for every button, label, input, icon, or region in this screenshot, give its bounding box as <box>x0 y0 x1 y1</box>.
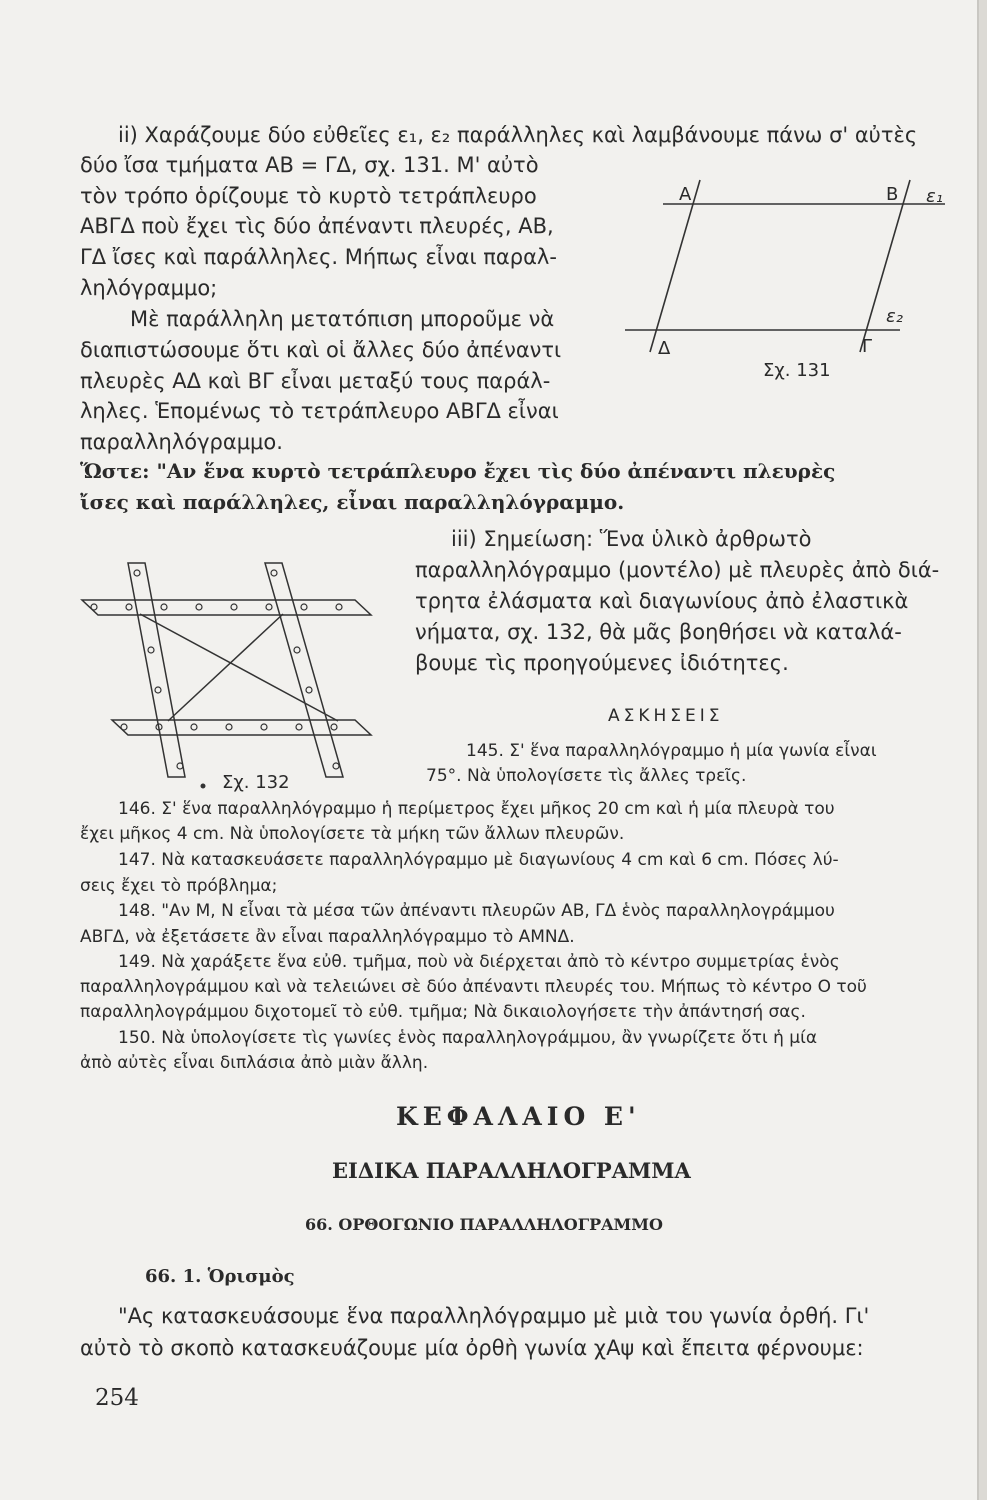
hole <box>336 604 342 610</box>
para-ii-line-1: ii) Χαράζουμε δύο εὐθεῖες ε₁, ε₂ παράλληλες καὶ λαμβάνουμε πάνω σ' αὐτὲς <box>118 123 918 147</box>
hole <box>161 604 167 610</box>
exercise-149-line-3: παραλληλογράμμου διχοτομεῖ τὸ εὐθ. τμῆμα; Νὰ δικαιολογήσετε τὴν ἀπάντησή σας. <box>80 1002 806 1022</box>
label-e1: ε₁ <box>926 186 943 207</box>
para-iii-line-2: παραλληλόγραμμο (μοντέλο) μὲ πλευρὲς ἀπὸ διά- <box>415 558 940 582</box>
exercise-146-line-2: ἔχει μῆκος 4 cm. Νὰ ὑπολογίσετε τὰ μήκη τῶν ἄλλων πλευρῶν. <box>80 824 625 844</box>
label-e2: ε₂ <box>886 306 903 327</box>
theorem-line-1: Ὥστε: "Αν ἕνα κυρτὸ τετράπλευρο ἔχει τὶς δύο ἀπέναντι πλευρὲς <box>80 459 836 483</box>
exercise-150-line-1: 150. Νὰ ὑπολογίσετε τὶς γωνίες ἑνὸς παραλληλογράμμου, ἂν γνωρίζετε ὅτι ἡ μία <box>118 1028 818 1048</box>
label-A: Α <box>679 184 692 205</box>
diagonal-1 <box>140 614 338 721</box>
figure-131-caption: Σχ. 131 <box>763 360 831 381</box>
figure-132-caption: Σχ. 132 <box>222 772 290 793</box>
label-D: Δ <box>658 338 671 359</box>
para-ii-line-10: ληλες. Ἑπομένως τὸ τετράπλευρο ΑΒΓΔ εἶναι <box>80 399 559 423</box>
hole <box>91 604 97 610</box>
hole <box>331 724 337 730</box>
hole <box>148 647 154 653</box>
para-ii-line-9: πλευρὲς ΑΔ καὶ ΒΓ εἶναι μεταξύ τους παράλ- <box>80 369 551 393</box>
label-B: Β <box>886 184 899 205</box>
para-ii-line-2: δύο ἴσα τμήματα ΑΒ = ΓΔ, σχ. 131. Μ' αὐτὸ <box>80 153 539 177</box>
para-iii-line-1 <box>451 525 811 554</box>
hole <box>333 763 339 769</box>
chapter-subtitle: ΕΙΔΙΚΑ ΠΑΡΑΛΛΗΛΟΓΡΑΜΜΑ <box>332 1158 691 1183</box>
hole <box>126 604 132 610</box>
exercise-148-line-1: 148. "Αν Μ, Ν εἶναι τὰ μέσα τῶν ἀπέναντι πλευρῶν ΑΒ, ΓΔ ἑνὸς παραλληλογράμμου <box>118 901 835 921</box>
hole <box>261 724 267 730</box>
para-ii-line-6: ληλόγραμμο; <box>80 276 218 300</box>
hole <box>296 724 302 730</box>
hole <box>191 724 197 730</box>
para-iii-line-3: τρητα ἐλάσματα καὶ διαγωνίους ἀπὸ ἐλαστικὰ <box>415 589 909 613</box>
diagonal-2 <box>168 614 283 721</box>
para-ii-line-7: Μὲ παράλληλη μετατόπιση μποροῦμε νὰ <box>130 307 555 331</box>
exercise-149-line-1: 149. Νὰ χαράξετε ἕνα εὐθ. τμῆμα, ποὺ νὰ διέρχεται ἀπὸ τὸ κέντρο συμμετρίας ἑνὸς <box>118 952 840 972</box>
hole <box>301 604 307 610</box>
hole <box>306 687 312 693</box>
theorem-line-2: ἴσες καὶ παράλληλες, εἶναι παραλληλόγραμμο. <box>80 490 625 514</box>
hole <box>266 604 272 610</box>
strip-top <box>82 600 371 615</box>
exercise-146-line-1: 146. Σ' ἕνα παραλληλόγραμμο ἡ περίμετρος ἔχει μῆκος 20 cm καὶ ἡ μία πλευρὰ του <box>118 799 835 819</box>
chapter-title: ΚΕΦΑΛΑΙΟ Ε' <box>396 1102 641 1131</box>
para-ii-line-3: τὸν τρόπο ὁρίζουμε τὸ κυρτὸ τετράπλευρο <box>80 184 537 208</box>
hole <box>231 604 237 610</box>
exercise-145-line-2: 75°. Νὰ ὑπολογίσετε τὶς ἄλλες τρεῖς. <box>426 766 747 786</box>
exercise-149-line-2: παραλληλογράμμου καὶ νὰ τελειώνει σὲ δύο ἀπέναντι πλευρές του. Μήπως τὸ κέντρο Ο τοῦ <box>80 977 867 997</box>
exercise-145-line-1: 145. Σ' ἕνα παραλληλόγραμμο ἡ μία γωνία εἶναι <box>466 741 877 761</box>
para-iii-line-5: βουμε τὶς προηγούμενες ἰδιότητες. <box>415 651 789 675</box>
para-ii-line-11: παραλληλόγραμμο. <box>80 430 283 454</box>
exercise-148-line-2: ΑΒΓΔ, νὰ ἐξετάσετε ἂν εἶναι παραλληλόγραμμο τὸ ΑΜΝΔ. <box>80 927 575 947</box>
exercises-title: ΑΣΚΗΣΕΙΣ <box>608 706 724 726</box>
hole <box>294 647 300 653</box>
hole <box>271 570 277 576</box>
para-iii-line-4: νήματα, σχ. 132, θὰ μᾶς βοηθήσει νὰ καταλά- <box>415 620 902 644</box>
para-ii-line-4: ΑΒΓΔ ποὺ ἔχει τὶς δύο ἀπέναντι πλευρές, ΑΒ, <box>80 214 554 238</box>
hole <box>226 724 232 730</box>
intro-line-1: "Ας κατασκευάσουμε ἕνα παραλληλόγραμμο μὲ μιὰ του γωνία ὀρθή. Γι' <box>118 1304 870 1328</box>
exercise-147-line-1: 147. Νὰ κατασκευάσετε παραλληλόγραμμο μὲ διαγωνίους 4 cm καὶ 6 cm. Πόσες λύ- <box>118 850 839 870</box>
hole <box>196 604 202 610</box>
intro-line-2: αὐτὸ τὸ σκοπὸ κατασκευάζουμε μία ὀρθὴ γωνία χΑψ καὶ ἔπειτα φέρνουμε: <box>80 1336 864 1360</box>
hole <box>155 687 161 693</box>
para-iii-text: iii) Σημείωση: Ἕνα ὑλικὸ ἀρθρωτὸ <box>451 527 812 551</box>
para-ii-line-5: ΓΔ ἴσες καὶ παράλληλες. Μήπως εἶναι παραλ- <box>80 245 557 269</box>
hole <box>121 724 127 730</box>
strip-left <box>128 563 185 777</box>
strip-bottom <box>112 720 371 735</box>
para-ii-line-8: διαπιστώσουμε ὅτι καὶ οἱ ἄλλες δύο ἀπέναντι <box>80 338 562 362</box>
hole <box>134 570 140 576</box>
section-title: 66. ΟΡΘΟΓΩΝΙΟ ΠΑΡΑΛΛΗΛΟΓΡΑΜΜΟ <box>305 1215 663 1234</box>
exercise-147-line-2: σεις ἔχει τὸ πρόβλημα; <box>80 876 278 896</box>
hole <box>177 763 183 769</box>
exercise-150-line-2: ἀπὸ αὐτὲς εἶναι διπλάσια ἀπὸ μιὰν ἄλλη. <box>80 1053 429 1073</box>
strip-right <box>265 563 343 777</box>
subsection-title: 66. 1. Ὁρισμὸς <box>145 1266 295 1287</box>
bullet-dot <box>201 784 206 789</box>
page-number: 254 <box>95 1385 139 1411</box>
label-G: Γ <box>862 336 873 357</box>
